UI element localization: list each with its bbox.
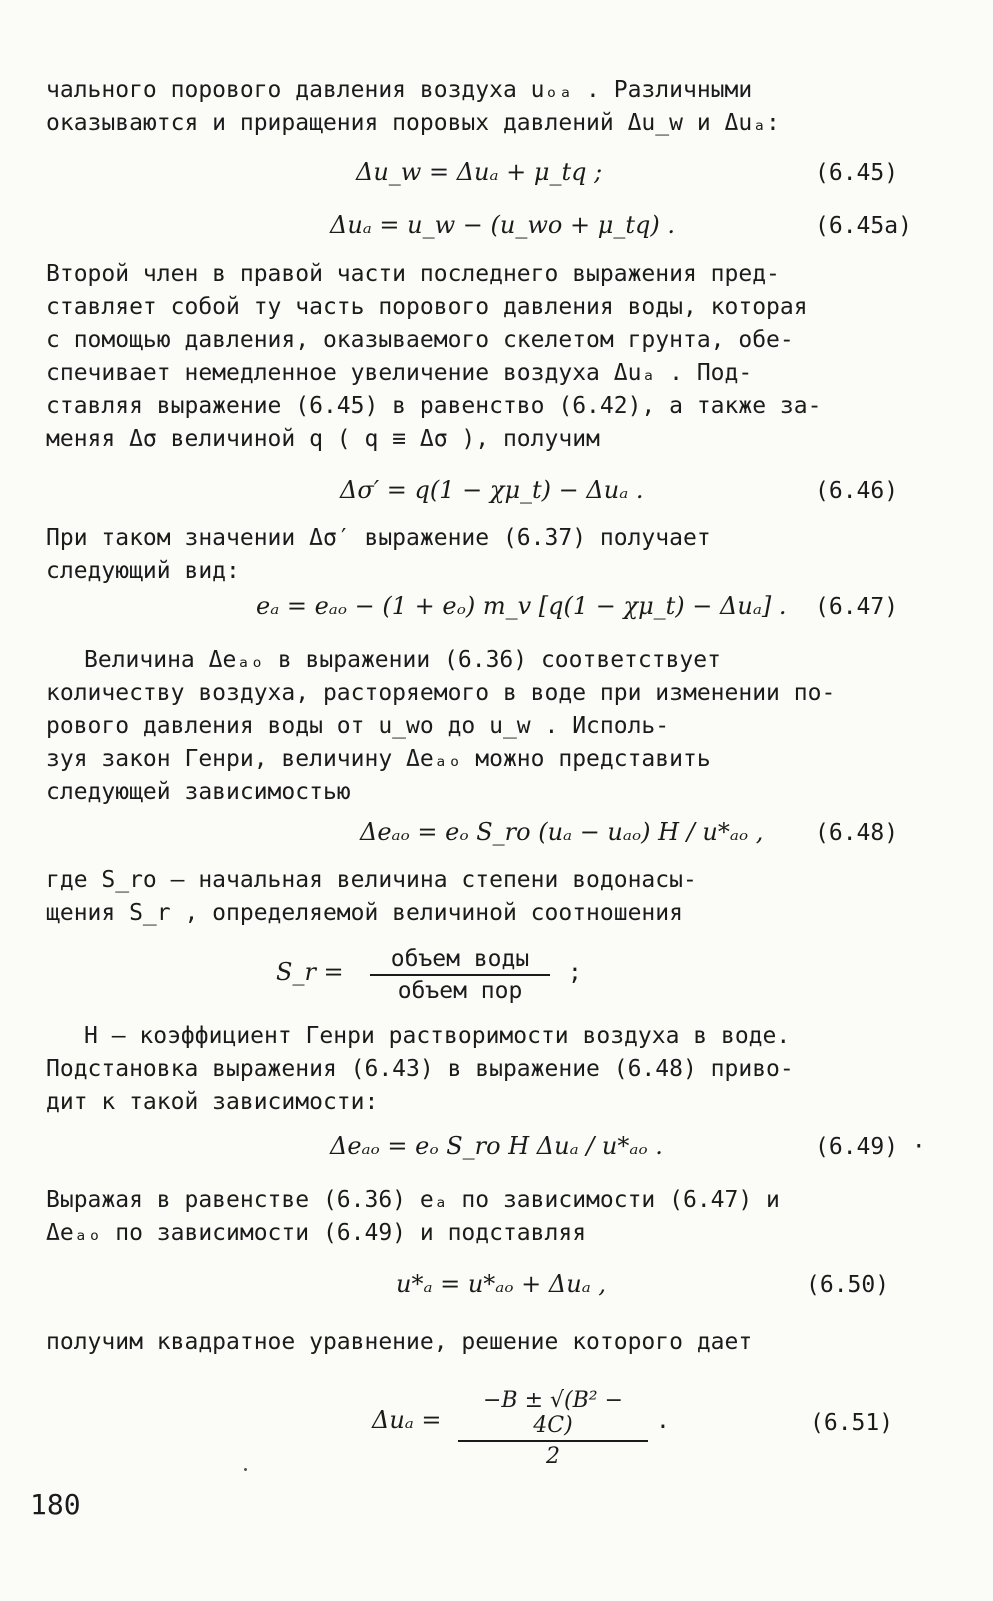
formula-6-51-fraction — [458, 1388, 648, 1469]
equation-number: (6.47) — [815, 594, 899, 620]
text-line: с помощью давления, оказываемого скелетом грунта, обе- — [46, 327, 794, 353]
text-line: следующей зависимостью — [46, 779, 351, 805]
text-line: При таком значении Δσ′ выражение (6.37) получает — [46, 525, 711, 551]
text-line: Подстановка выражения (6.43) в выражение (6.48) приво- — [46, 1056, 794, 1082]
text-line: количеству воздуха, расторяемого в воде при изменении по- — [46, 680, 836, 706]
page-number: 180 — [30, 1488, 81, 1521]
equation-number: (6.45) — [815, 160, 899, 186]
sr-tail: ; — [568, 960, 582, 986]
sr-fraction — [370, 946, 550, 1004]
fraction-numerator: объем воды — [370, 946, 550, 976]
paragraph-expressing — [46, 1184, 908, 1250]
formula-6-50: u*ₐ = u*ₐₒ + Δuₐ , — [396, 1270, 606, 1298]
formula-6-48: Δeₐₒ = eₒ S_ro (uₐ − uₐₒ) H / u*ₐₒ , — [360, 818, 764, 846]
text-line: H – коэффициент Генри растворимости воздуха в воде. — [84, 1023, 791, 1049]
equation-number: (6.46) — [815, 478, 899, 504]
text-line: следующий вид: — [46, 558, 240, 584]
text-line: меняя Δσ величиной q ( q ≡ Δσ ), получим — [46, 426, 600, 452]
text-line: оказываются и приращения поровых давлений Δu_w и Δuₐ: — [46, 110, 780, 136]
paragraph-where — [46, 864, 908, 930]
text-line: чального порового давления воздуха uₒₐ . Различными — [46, 77, 753, 103]
text-line: ставляя выражение (6.45) в равенство (6.42), а также за- — [46, 393, 822, 419]
text-line: Выражая в равенстве (6.36) eₐ по зависимости (6.47) и — [46, 1187, 780, 1213]
equation-number: (6.45a) — [815, 213, 912, 239]
formula-6-47: eₐ = eₐₒ − (1 + eₒ) m_v [q(1 − χμ_t) − Δuₐ] . — [256, 592, 787, 620]
formula-6-45: Δu_w = Δuₐ + μ_tq ; — [356, 158, 603, 186]
paragraph-quadratic — [46, 1326, 908, 1359]
text-line: где S_ro – начальная величина степени водонасы- — [46, 867, 697, 893]
text-line: зуя закон Генри, величину Δeₐₒ можно представить — [46, 746, 711, 772]
paragraph-value — [46, 522, 908, 588]
equation-number: (6.51) — [810, 1410, 894, 1436]
text-line: дит к такой зависимости: — [46, 1089, 379, 1115]
text-line: щения S_r , определяемой величиной соотношения — [46, 900, 683, 926]
paragraph-coefficient — [46, 1020, 908, 1119]
paragraph-henry — [46, 644, 908, 809]
text-line: получим квадратное уравнение, решение которого дает — [46, 1329, 753, 1355]
formula-6-49: Δeₐₒ = eₒ S_ro H Δuₐ / u*ₐₒ . — [330, 1132, 663, 1160]
formula-6-45a: Δuₐ = u_w − (u_wo + μ_tq) . — [330, 211, 675, 239]
text-line: Второй член в правой части последнего выражения пред- — [46, 261, 780, 287]
equation-number: (6.49) · — [815, 1134, 926, 1160]
text-line: ставляет собой ту часть порового давления воды, которая — [46, 294, 808, 320]
fraction-denominator: объем пор — [397, 978, 523, 1004]
text-line: рового давления воды от u_wo до u_w . Исполь- — [46, 713, 670, 739]
text-line: спечивает немедленное увеличение воздуха Δuₐ . Под- — [46, 360, 753, 386]
formula-6-46: Δσ′ = q(1 − χμ_t) − Δuₐ . — [340, 476, 644, 504]
text-line: Δeₐₒ по зависимости (6.49) и подставляя — [46, 1220, 587, 1246]
equation-number: (6.48) — [815, 820, 899, 846]
equation-number: (6.50) — [806, 1272, 890, 1298]
paragraph-intro — [46, 74, 908, 140]
formula-6-51-tail: . — [656, 1408, 670, 1434]
sr-lhs: S_r = — [276, 958, 344, 986]
fraction-numerator: −B ± √(B² − 4C) — [458, 1388, 648, 1442]
paragraph-second-term — [46, 258, 908, 456]
fraction-denominator: 2 — [546, 1444, 560, 1469]
print-speck — [244, 1468, 247, 1471]
formula-6-51-lhs: Δuₐ = — [372, 1406, 442, 1434]
text-line: Величина Δeₐₒ в выражении (6.36) соответствует — [84, 647, 721, 673]
